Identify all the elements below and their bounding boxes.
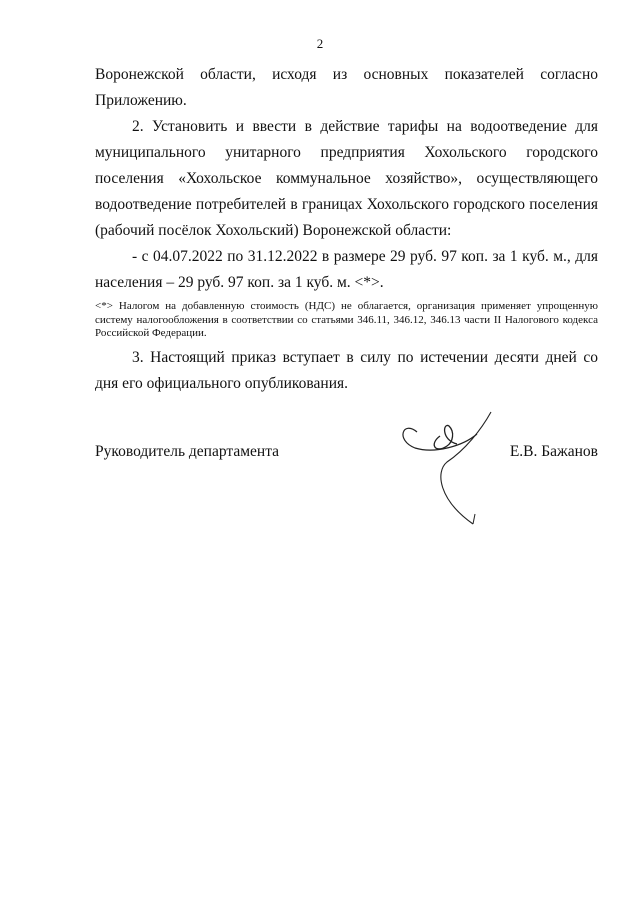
item-3-paragraph: 3. Настоящий приказ вступает в силу по истечении десяти дней со дня его официального опубликования.: [95, 348, 598, 392]
tariff-paragraph: - с 04.07.2022 по 31.12.2022 в размере 29 руб. 97 коп. за 1 куб. м., для населения – 29 руб. 97 коп. за 1 куб. м. <*>.: [95, 248, 598, 291]
item-2-paragraph: 2. Установить и ввести в действие тарифы на водоотведение для муниципального унитарного предприятия Хохольского городского поселения «Хохольское коммунальное хозяйство», осуществляющего водоотведение потребителей в границах Хохольского городского поселения (рабочий посёлок Хохольский) Воронежской области:: [95, 118, 598, 239]
signatory-name: Е.В. Бажанов: [509, 443, 598, 460]
continuation-paragraph: Воронежской области, исходя из основных показателей согласно Приложению.: [95, 66, 598, 109]
signatory-title: Руководитель департамента: [95, 443, 280, 460]
footnote: <*> Налогом на добавленную стоимость (НДС) не облагается, организация применяет упрощенную систему налогообложения в соответствии со статьями 346.11, 346.12, 346.13 части II Налогового кодекса Российской Федерации.: [95, 300, 598, 339]
page-number: 2: [316, 36, 324, 51]
handwritten-signature-icon: [395, 410, 505, 530]
document-body: [95, 62, 598, 397]
signature-block: [95, 440, 598, 540]
